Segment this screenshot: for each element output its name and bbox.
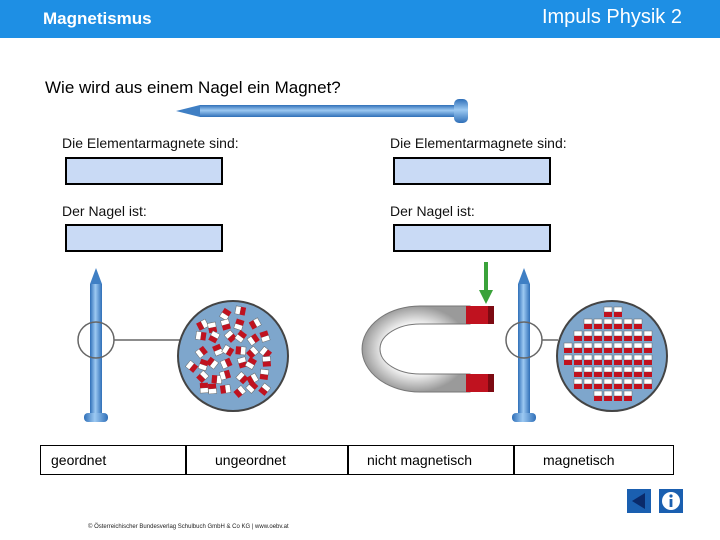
domain-ordered [594, 391, 602, 401]
domain-ordered [604, 307, 612, 317]
domain-ordered [594, 367, 602, 377]
domain-ordered [634, 379, 642, 389]
question-text: Wie wird aus einem Nagel ein Magnet? [45, 78, 341, 97]
back-button[interactable] [627, 489, 651, 513]
domain-ordered [594, 379, 602, 389]
domain-ordered [614, 367, 622, 377]
topic-title: Magnetismus [43, 9, 152, 28]
domain-ordered [614, 391, 622, 401]
right-magnets-answer-box[interactable] [393, 157, 551, 185]
domain-ordered [594, 343, 602, 353]
domain-ordered [574, 379, 582, 389]
domain-unordered [262, 356, 271, 367]
domain-ordered [624, 343, 632, 353]
domain-ordered [594, 355, 602, 365]
domain-ordered [594, 319, 602, 329]
domain-unordered [195, 331, 206, 340]
domain-ordered [564, 355, 572, 365]
info-icon [659, 489, 683, 513]
domain-ordered [614, 343, 622, 353]
domain-ordered [634, 355, 642, 365]
domain-ordered [604, 319, 612, 329]
domain-ordered [584, 343, 592, 353]
domain-ordered [624, 355, 632, 365]
brand-title: Impuls Physik 2 [541, 6, 682, 28]
domain-ordered [634, 367, 642, 377]
domain-ordered [584, 319, 592, 329]
domain-ordered [574, 367, 582, 377]
choice-ungeordnet[interactable]: ungeordnet [186, 445, 348, 475]
domain-ordered [644, 331, 652, 341]
left-magnets-label: Die Elementarmagnete sind: [62, 135, 239, 151]
choice-nicht-magnetisch[interactable]: nicht magnetisch [348, 445, 514, 475]
back-triangle-icon [627, 489, 651, 513]
domain-unordered [260, 369, 269, 380]
domain-ordered [644, 367, 652, 377]
right-nail [506, 268, 558, 422]
right-nail-answer-box[interactable] [393, 224, 551, 252]
copyright-text: © Österreichischer Bundesverlag Schulbuch GmbH & Co KG | www.oebv.at [88, 524, 289, 530]
domain-ordered [634, 343, 642, 353]
ordered-domains [557, 301, 667, 411]
domain-ordered [634, 331, 642, 341]
domain-ordered [604, 379, 612, 389]
domain-unordered [235, 346, 246, 355]
domain-ordered [574, 355, 582, 365]
info-button[interactable] [659, 489, 683, 513]
domain-unordered [208, 383, 217, 394]
domain-ordered [614, 379, 622, 389]
domain-ordered [584, 355, 592, 365]
domain-ordered [644, 355, 652, 365]
domain-ordered [574, 343, 582, 353]
domain-ordered [594, 331, 602, 341]
domain-ordered [624, 331, 632, 341]
green-arrow [479, 262, 493, 304]
domain-ordered [624, 367, 632, 377]
domain-ordered [604, 343, 612, 353]
domain-ordered [584, 379, 592, 389]
right-magnets-label: Die Elementarmagnete sind: [390, 135, 567, 151]
domain-ordered [604, 331, 612, 341]
domain-unordered [220, 384, 231, 393]
left-nail-answer-box[interactable] [65, 224, 223, 252]
left-nail-label: Der Nagel ist: [62, 203, 147, 219]
horizontal-nail [176, 99, 468, 123]
left-magnets-answer-box[interactable] [65, 157, 223, 185]
domain-ordered [644, 343, 652, 353]
domain-ordered [564, 343, 572, 353]
domain-ordered [624, 319, 632, 329]
domain-ordered [604, 367, 612, 377]
domain-ordered [644, 379, 652, 389]
horseshoe-magnet [362, 306, 494, 392]
choice-magnetisch[interactable]: magnetisch [514, 445, 674, 475]
domain-ordered [614, 355, 622, 365]
right-nail-label: Der Nagel ist: [390, 203, 475, 219]
domain-ordered [574, 331, 582, 341]
domain-ordered [624, 391, 632, 401]
left-nail [78, 268, 180, 422]
unordered-domains [178, 301, 288, 411]
domain-ordered [604, 355, 612, 365]
domain-ordered [614, 331, 622, 341]
domain-ordered [584, 331, 592, 341]
domain-ordered [604, 391, 612, 401]
domain-ordered [634, 319, 642, 329]
choice-geordnet[interactable]: geordnet [40, 445, 186, 475]
domain-unordered [200, 383, 209, 393]
domain-ordered [584, 367, 592, 377]
domain-ordered [614, 319, 622, 329]
domain-ordered [624, 379, 632, 389]
domain-ordered [614, 307, 622, 317]
